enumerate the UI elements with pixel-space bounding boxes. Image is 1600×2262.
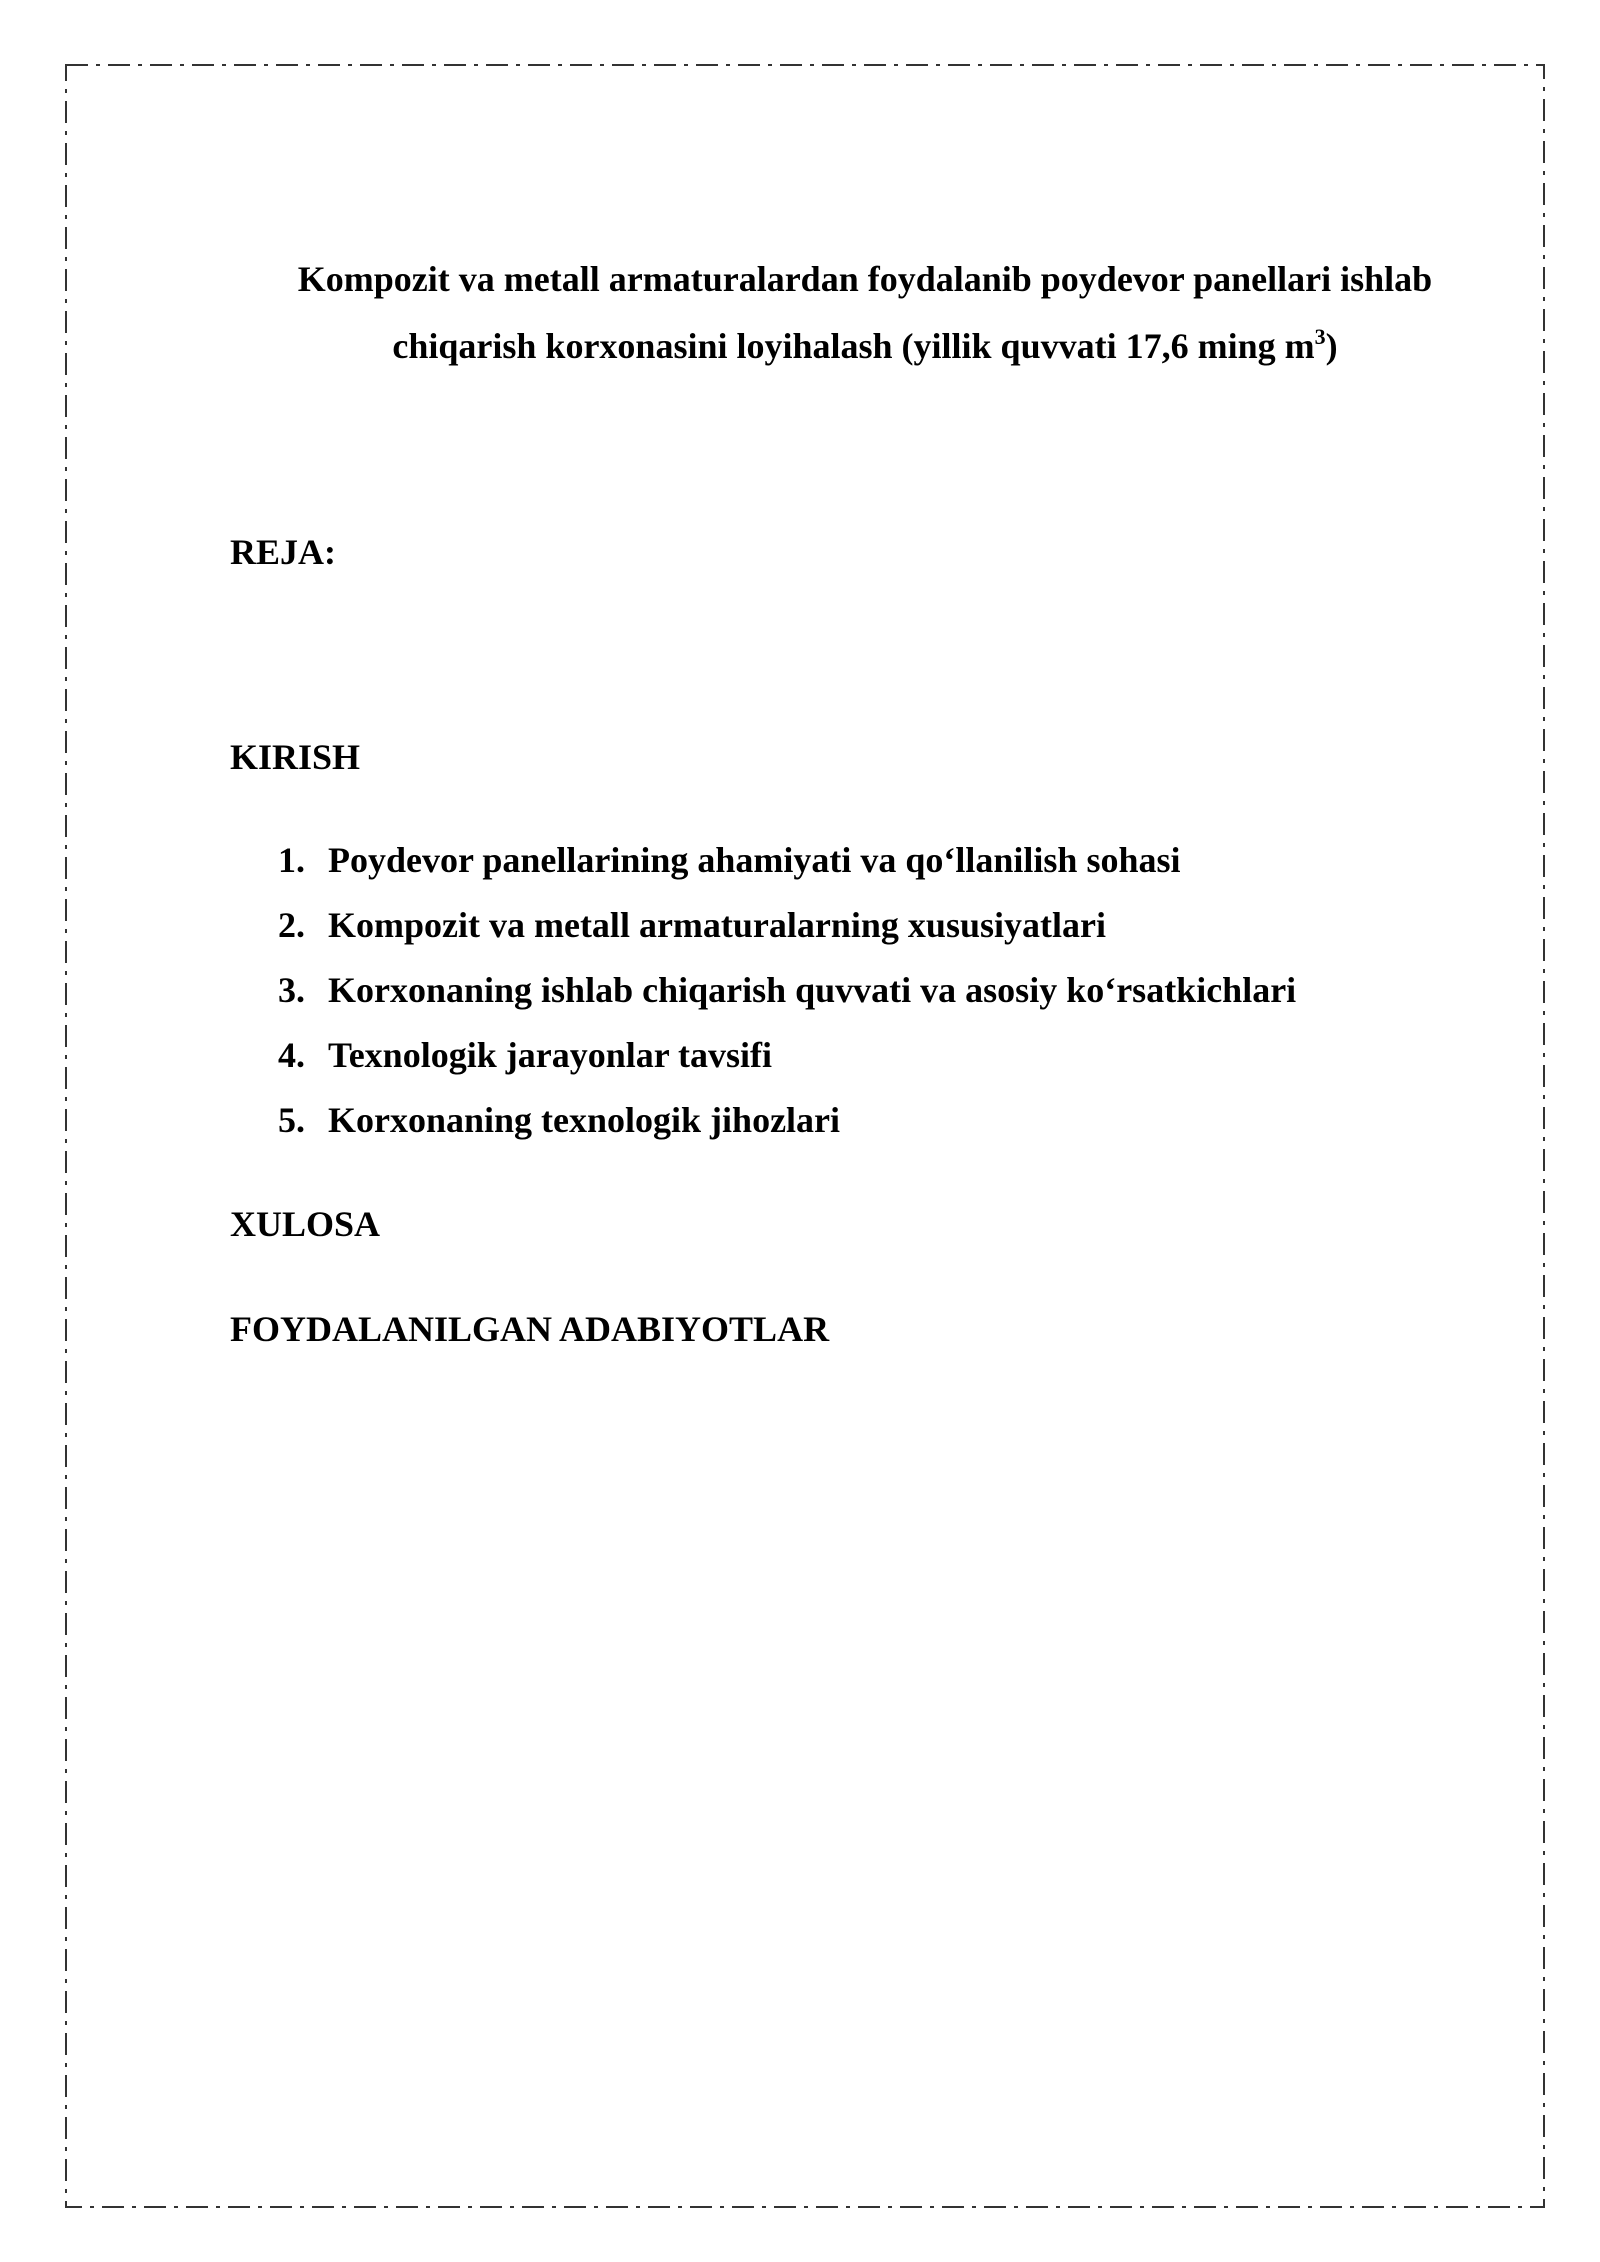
toc-item-text: Korxonaning ishlab chiqarish quvvati va asosiy ko‘rsatkichlari bbox=[328, 970, 1297, 1010]
title-line-2-text: chiqarish korxonasini loyihalash (yillik quvvati 17,6 ming m bbox=[392, 326, 1315, 366]
toc-item-number: 1. bbox=[278, 840, 305, 880]
toc-item-number: 2. bbox=[278, 905, 305, 945]
references-heading: FOYDALANILGAN ADABIYOTLAR bbox=[230, 1309, 830, 1349]
title-line-1: Kompozit va metall armaturalardan foydalanib poydevor panellari ishlab bbox=[297, 259, 1433, 299]
toc-item bbox=[278, 1033, 1296, 1077]
toc-item bbox=[278, 903, 1296, 947]
intro-heading: KIRISH bbox=[230, 737, 361, 777]
toc-item bbox=[278, 1098, 1296, 1142]
toc-item bbox=[278, 968, 1296, 1012]
table-of-contents bbox=[278, 838, 1296, 1163]
toc-item-text: Kompozit va metall armaturalarning xususiyatlari bbox=[328, 905, 1106, 945]
plan-heading: REJA: bbox=[230, 532, 336, 572]
toc-item-number: 5. bbox=[278, 1100, 305, 1140]
document-title bbox=[230, 246, 1500, 380]
conclusion-heading: XULOSA bbox=[230, 1204, 381, 1244]
toc-item-text: Korxonaning texnologik jihozlari bbox=[328, 1100, 841, 1140]
toc-item-number: 3. bbox=[278, 970, 305, 1010]
title-superscript: 3 bbox=[1314, 324, 1326, 349]
title-line-2 bbox=[230, 313, 1500, 380]
toc-item-text: Poydevor panellarining ahamiyati va qo‘llanilish sohasi bbox=[328, 840, 1181, 880]
title-line-2-end: ) bbox=[1325, 326, 1338, 366]
toc-item bbox=[278, 838, 1296, 882]
toc-item-text: Texnologik jarayonlar tavsifi bbox=[328, 1035, 773, 1075]
toc-item-number: 4. bbox=[278, 1035, 305, 1075]
